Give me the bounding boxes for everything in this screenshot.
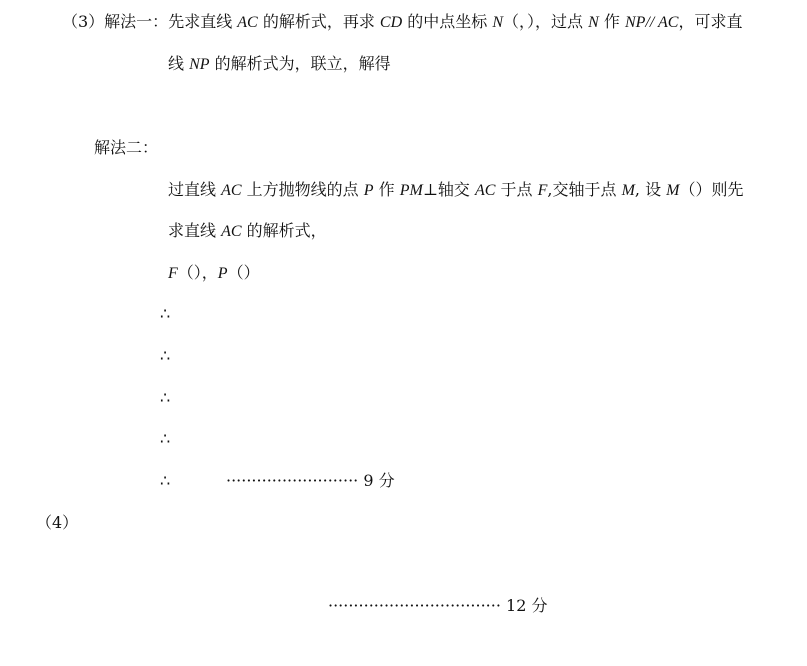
math-pm: PM [399,182,423,199]
part3-method2-line2 [168,221,327,242]
text: （）， [177,263,218,282]
text: 先求直线 [168,12,238,31]
text: （） [227,263,260,282]
part4-label: （4） [36,513,79,532]
text: 的中点坐标 [402,12,493,31]
part3-label: （3）解法一： [62,12,169,31]
math-ac: AC [474,182,496,199]
text: 的解析式， [241,221,327,240]
therefore-symbol: ∴ [160,346,171,365]
text: 作 [598,12,625,31]
part3-method2-line3 [168,263,260,284]
therefore-symbol: ∴ [160,304,171,323]
math-f: F [168,265,178,282]
math-ac: AC [237,14,258,31]
part3-method1-line2 [168,54,391,75]
text: 作 [373,180,400,199]
text: , 设 [634,180,667,199]
part3-method1-line1 [62,12,742,33]
text: 于点 [495,180,538,199]
math-cd: CD [379,14,403,31]
text: ，可求直 [678,12,743,31]
math-m: M [666,182,680,199]
text: （，），过点 [503,12,589,31]
therefore-symbol: ∴ [160,429,171,448]
score-9: 9 分 [363,471,395,490]
math-np: NP [189,56,210,73]
math-ac: AC [221,182,242,199]
text: （）则先 [679,180,744,199]
text: ⊥轴交 [422,180,475,199]
leader-dots: ·························· [226,471,359,490]
text: 的解析式，再求 [257,12,380,31]
text: 过直线 [168,180,222,199]
math-n: N [588,14,599,31]
part3-method2-label: 解法二： [94,138,159,157]
math-p: P [363,182,374,199]
text: 线 [168,54,190,73]
math-m: M [621,182,635,199]
math-f: F [537,182,548,199]
score-12: 12 分 [506,596,548,615]
score-line-12 [328,596,547,616]
text: 的解析式为，联立，解得 [209,54,391,73]
leader-dots: ·································· [328,596,501,615]
math-ac: AC [221,223,242,240]
math-p: P [217,265,228,282]
therefore-symbol: ∴ [160,471,171,490]
therefore-symbol: ∴ [160,388,171,407]
text: 上方抛物线的点 [241,180,364,199]
score-line-9 [226,471,395,491]
math-n: N [492,14,504,31]
text: 求直线 [168,221,222,240]
math-np-parallel-ac: NP// AC [624,14,679,31]
text: ,交轴于点 [547,180,622,199]
part3-method2-line1 [168,180,744,201]
